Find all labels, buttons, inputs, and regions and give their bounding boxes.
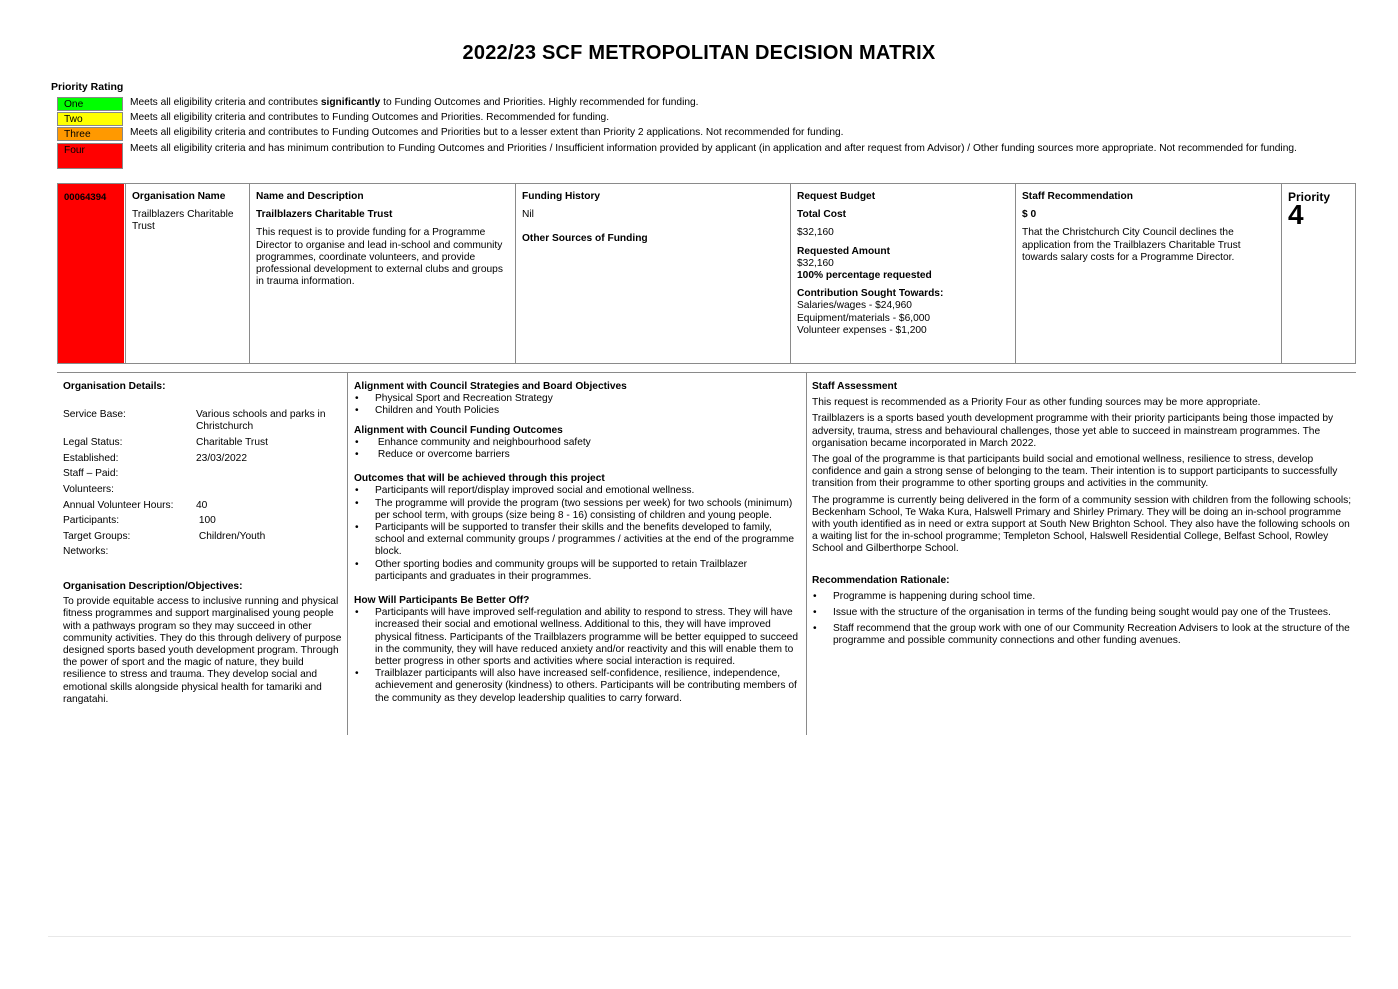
priority-column [1281,184,1356,363]
staff-assessment-heading: Staff Assessment [812,381,898,392]
field-service-base: Service Base: Various schools and parks in Christchurch [63,409,326,433]
rationale-heading: Recommendation Rationale: [812,574,950,586]
list-item: • Enhance community and neighbourhood safety [354,437,800,449]
better-off-heading: How Will Participants Be Better Off? [354,595,530,607]
rationale-list [812,591,1352,648]
list-item: • The programme will provide the program (two sessions per week) for two schools (minimum) per school term, with groups (size being 8 - 16) consisting of children and young people. [354,498,800,522]
total-cost-value: $32,160 [797,227,834,239]
list-item: • Programme is happening during school time. [812,591,1352,603]
list-item: • Staff recommend that the group work with one of our Community Recreation Advisers to look at the structure of the programme and possible community connections and other funding avenues. [812,623,1352,647]
list-item: • Participants will be supported to transfer their skills and the benefits developed to family, school and external community groups / programmes / activities at the end of the programme block. [354,522,800,559]
org-name: Trailblazers Charitable Trust [132,209,234,233]
field-participants: Participants: 100 [63,515,216,527]
field-target-groups: Target Groups: Children/Youth [63,530,266,542]
org-description-heading: Organisation Description/Objectives: [63,580,243,592]
description-name: Trailblazers Charitable Trust [256,209,393,221]
funding-history-value: Nil [522,209,534,221]
strategies-heading: Alignment with Council Strategies and Board Objectives [354,381,627,392]
priority-swatch-three: Three [57,127,123,141]
contribution-item: Volunteer expenses - $1,200 [797,324,927,336]
list-item: • Reduce or overcome barriers [354,449,800,461]
priority-value: 4 [1288,199,1304,231]
staff-assessment [812,381,1352,652]
priority-text-three: Meets all eligibility criteria and contributes to Funding Outcomes and Priorities but to a lesser extent than Priority 2 applications. Not recommended for funding. [130,127,844,138]
total-cost-label: Total Cost [797,209,847,221]
staff-recommendation-column [1015,184,1282,363]
project-outcomes-heading: Outcomes that will be achieved through this project [354,473,605,485]
field-staff-paid: Staff – Paid: [63,468,119,480]
contribution-item: Salaries/wages - $24,960 [797,300,912,312]
staff-recommendation-text: That the Christchurch City Council declines the application from the Trailblazers Charitable Trust towards salary costs for a Programme Director. [1022,227,1241,263]
strategies-list [354,393,800,417]
field-established: Established: 23/03/2022 [63,452,247,464]
org-details-heading: Organisation Details: [63,381,166,392]
list-item: • Participants will have improved self-regulation and ability to respond to stress. They will have increased their social and emotional wellness. Additional to this, they will have improved physical fitness. Participants of the Trailblazers programme will be better equipped to succeed in the community, they will have reduced anxiety and/or reactivity and this will enable them to better progress in other sports and activities where social interaction is required. [354,607,800,668]
priority-rating-heading: Priority Rating [51,81,124,93]
list-item: • Children and Youth Policies [354,405,800,417]
outcomes-heading: Alignment with Council Funding Outcomes [354,424,563,436]
staff-recommendation-heading: Staff Recommendation [1022,191,1133,202]
requested-amount-value: $32,160 [797,257,834,269]
section-divider [57,372,1356,373]
percentage-requested: 100% percentage requested [797,270,932,282]
staff-recommendation-amount: $ 0 [1022,209,1037,221]
organisation-details [63,381,345,706]
column-divider [806,373,807,735]
assessment-paragraph: Trailblazers is a sports based youth development programme with their priority participants being those impacted by adversity, trauma, stress and behavioural challenges, those yet able to succeed in mainstream programmes. The organisation became incorporated in March 2022. [812,413,1334,449]
list-item: • Participants will report/display improved social and emotional wellness. [354,485,800,497]
field-volunteers: Volunteers: [63,483,114,495]
record-id: 00064394 [58,184,124,363]
list-item: • Issue with the structure of the organisation in terms of the funding being sought would pay one of the Trustees. [812,607,1352,619]
description-column [249,184,516,363]
field-volunteer-hours: Annual Volunteer Hours: 40 [63,499,208,511]
priority-heading: Priority [1288,190,1331,204]
list-item: • Physical Sport and Recreation Strategy [354,393,800,405]
outcomes-list [354,437,800,461]
priority-text-one: Meets all eligibility criteria and contributes significantly to Funding Outcomes and Priorities. Highly recommended for funding. [130,97,699,108]
org-name-heading: Organisation Name [132,191,226,202]
assessment-paragraph: The goal of the programme is that participants build social and emotional wellness, resilience to stress, develop confidence and gain a strong sense of belonging to the team. Their intention is to support participants to successfully transition from their programme to other sporting groups and activities in the community. [812,454,1338,490]
page-footer-line [48,936,1351,937]
request-budget-heading: Request Budget [797,191,876,202]
list-item: • Other sporting bodies and community groups will be supported to retain Trailblazer participants and graduates in their programmes. [354,559,800,583]
other-sources-heading: Other Sources of Funding [522,233,648,245]
funding-history-column [515,184,791,363]
priority-swatch-two: Two [57,112,123,126]
field-networks: Networks: [63,546,109,558]
column-divider [347,373,348,735]
org-name-column [125,184,250,363]
better-off-list [354,607,800,705]
description-text: This request is to provide funding for a Programme Director to organise and lead in-school and community programmes, coordinate volunteers, and provide professional development to external clubs and groups in trauma information. [256,227,503,288]
page-title: 2022/23 SCF METROPOLITAN DECISION MATRIX [462,42,936,64]
priority-text-four: Meets all eligibility criteria and has minimum contribution to Funding Outcomes and Priorities / Insufficient information provided by applicant (in application and after request from Advisor) / Other funding sources more appropriate. Not recommended for funding. [130,143,1297,154]
list-item: • Trailblazer participants will also have increased self-confidence, resilience, independence, achievement and generosity (kindness) to others. Participants will be contributing members of the community as they develop leadership qualities to carry forward. [354,668,800,705]
requested-amount-label: Requested Amount [797,245,891,257]
record-summary [57,183,1356,364]
assessment-paragraph: This request is recommended as a Priority Four as other funding sources may be more appropriate. [812,397,1261,409]
description-heading: Name and Description [256,191,364,202]
request-budget-column [790,184,1016,363]
priority-swatch-one: One [57,97,123,111]
priority-swatch-four: Four [57,143,123,169]
priority-text-two: Meets all eligibility criteria and contributes to Funding Outcomes and Priorities. Recommended for funding. [130,112,610,123]
assessment-paragraph: The programme is currently being delivered in the form of a community session with children from the following schools; Beckenham School, Te Waka Kura, Halswell Primary and Shirley Primary. They will be doing an in-school programme with youth identified as in need or extra support at South New Brighton School. They also have the following schools on a waiting list for the in-school programme; Templeton School, Halswell Residential College, Belfast School, Rowley School and Gilberthorpe School. [812,494,1352,555]
org-description-text: To provide equitable access to inclusive running and physical fitness programmes and support marginalised young people with a pathways program so they may succeed in other community activities. They do this through delivery of purpose designed sports based youth development program. Through the power of sport and the magic of nature, they build resilience to stress and trauma. They develop social and emotional skills alongside physical health for tamariki and rangatahi. [63,596,342,705]
contribution-item: Equipment/materials - $6,000 [797,312,931,324]
alignment-section [354,381,800,705]
funding-history-heading: Funding History [522,191,601,202]
field-legal-status: Legal Status: Charitable Trust [63,437,268,449]
contribution-heading: Contribution Sought Towards: [797,288,944,300]
project-outcomes-list [354,485,800,583]
